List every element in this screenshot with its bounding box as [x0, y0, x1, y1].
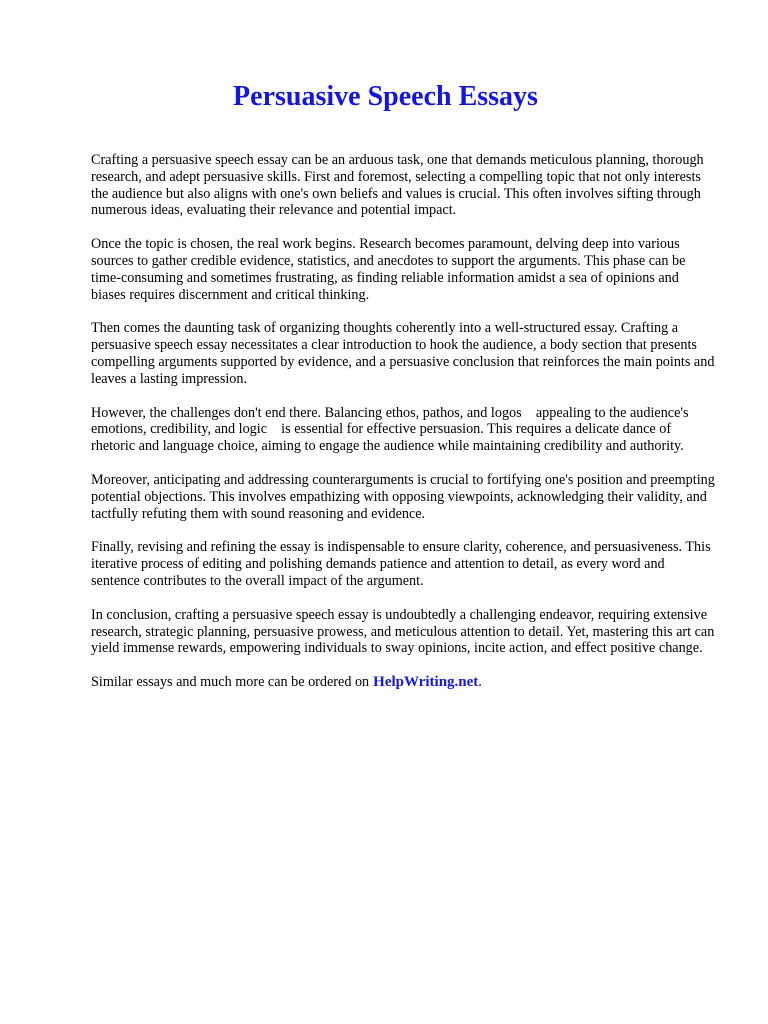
- paragraph-5: Moreover, anticipating and addressing counterarguments is crucial to fortifying one's position and preempting potential objections. This involves empathizing with opposing viewpoints, acknowledging their validity, and tactfully refuting them with sound reasoning and evidence.: [91, 471, 715, 522]
- paragraph-2: Once the topic is chosen, the real work begins. Research becomes paramount, delving deep into various sources to gather credible evidence, statistics, and anecdotes to support the arguments. This phase can be time-consuming and sometimes frustrating, as finding reliable information amidst a sea of opinions and biases requires discernment and critical thinking.: [91, 236, 686, 303]
- footer-period: .: [478, 674, 482, 691]
- paragraph-3: Then comes the daunting task of organizing thoughts coherently into a well-structured essay. Crafting a persuasive speech essay necessitates a clear introduction to hook the audience, a body section that presents compelling arguments supported by evidence, and a persuasive conclusion that reinforces the main points and leaves a lasting impression.: [91, 320, 715, 387]
- footer-line: [91, 674, 708, 691]
- page-title: Persuasive Speech Essays: [233, 81, 538, 112]
- paragraph-4: However, the challenges don't end there. Balancing ethos, pathos, and logos appealing to the audience's emotions, credibility, and logic is essential for effective persuasion. This requires a delicate dance of rhetoric and language choice, aiming to engage the audience while maintaining credibility and authority.: [91, 404, 689, 455]
- helpwriting-link[interactable]: HelpWriting.net: [373, 674, 479, 691]
- paragraph-6: Finally, revising and refining the essay is indispensable to ensure clarity, coherence, and persuasiveness. This iterative process of editing and polishing demands patience and attention to detail, as every word and sentence contributes to the overall impact of the argument.: [91, 539, 711, 589]
- paragraph-7: In conclusion, crafting a persuasive speech essay is undoubtedly a challenging endeavor, requiring extensive research, strategic planning, persuasive prowess, and meticulous attention to detail. Yet, mastering this art can yield immense rewards, empowering individuals to sway opinions, incite action, and effect positive change.: [91, 606, 715, 657]
- footer-text: Similar essays and much more can be ordered on: [91, 674, 370, 691]
- paragraph-1: Crafting a persuasive speech essay can be an arduous task, one that demands meticulous planning, thorough research, and adept persuasive skills. First and foremost, selecting a compelling topic that not only interests the audience but also aligns with one's own beliefs and values is crucial. This often involves sifting through numerous ideas, evaluating their relevance and potential impact.: [91, 152, 704, 219]
